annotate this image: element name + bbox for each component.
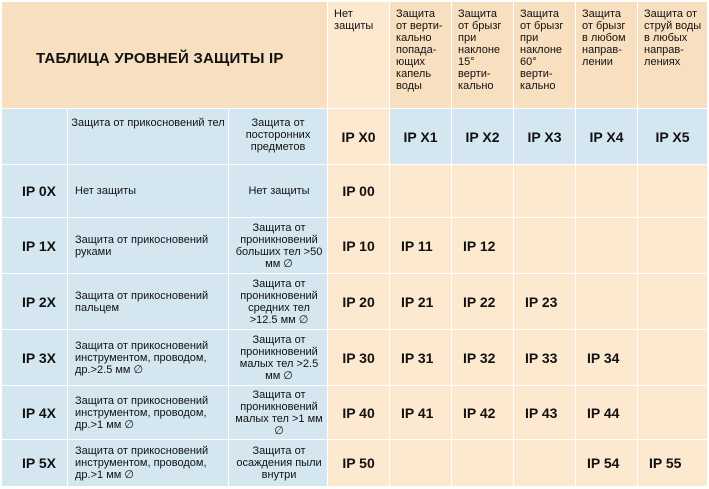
table-title: ТАБЛИЦА УРОВНЕЙ ЗАЩИТЫ IP	[2, 2, 328, 109]
ip-cell	[514, 440, 576, 487]
ip-cell	[576, 218, 638, 274]
row-code: IP 5X	[2, 440, 68, 487]
ip-cell: IP 43	[514, 386, 576, 440]
ip-cell	[514, 218, 576, 274]
x-code-3: IP X3	[514, 109, 576, 165]
ip-cell: IP 34	[576, 330, 638, 386]
ip-cell	[390, 440, 452, 487]
objects-cell: Защита от осаждения пыли внутри	[229, 440, 328, 487]
ip-cell: IP 50	[328, 440, 390, 487]
x-code-4: IP X4	[576, 109, 638, 165]
objects-cell: Защита от проникновений малых тел >1 мм ∅	[229, 386, 328, 440]
ip-cell: IP 00	[328, 165, 390, 218]
ip-cell	[576, 165, 638, 218]
row-code: IP 1X	[2, 218, 68, 274]
x-code-1: IP X1	[390, 109, 452, 165]
ip-cell	[390, 165, 452, 218]
col-header-1: Защита от верти-кально попада-ющих капель воды	[390, 2, 452, 109]
x-code-0: IP X0	[328, 109, 390, 165]
corner-cell	[2, 109, 68, 165]
ip-cell: IP 40	[328, 386, 390, 440]
table-row	[2, 330, 708, 386]
col-header-5: Защита от струй воды в любых направ-лениях	[638, 2, 708, 109]
objects-cell: Нет защиты	[229, 165, 328, 218]
x-code-5: IP X5	[638, 109, 708, 165]
ip-table	[1, 1, 708, 487]
touch-cell: Защита от прикосновений инструментом, проводом, др.>2.5 мм ∅	[68, 330, 229, 386]
row-code: IP 3X	[2, 330, 68, 386]
ip-cell: IP 11	[390, 218, 452, 274]
ip-cell	[452, 165, 514, 218]
touch-cell: Защита от прикосновений инструментом, проводом, др.>1 мм ∅	[68, 440, 229, 487]
ip-cell: IP 32	[452, 330, 514, 386]
ip-cell	[638, 165, 708, 218]
table-row	[2, 440, 708, 487]
ip-cell: IP 20	[328, 274, 390, 330]
col-header-4: Защита от брызг в любом направ-лении	[576, 2, 638, 109]
objects-cell: Защита от проникновений малых тел >2.5 мм ∅	[229, 330, 328, 386]
row-code: IP 4X	[2, 386, 68, 440]
ip-cell: IP 33	[514, 330, 576, 386]
table-row	[2, 274, 708, 330]
row-code: IP 0X	[2, 165, 68, 218]
header-row	[2, 2, 708, 109]
touch-cell: Защита от прикосновений пальцем	[68, 274, 229, 330]
table-row	[2, 386, 708, 440]
ip-cell	[638, 274, 708, 330]
ip-cell: IP 44	[576, 386, 638, 440]
ip-cell	[638, 386, 708, 440]
touch-cell: Защита от прикосновений руками	[68, 218, 229, 274]
col-header-0: Нет защиты	[328, 2, 390, 109]
touch-protection-header: Защита от прикосновений тел	[68, 109, 229, 165]
table-row	[2, 165, 708, 218]
touch-cell: Защита от прикосновений инструментом, проводом, др.>1 мм ∅	[68, 386, 229, 440]
ip-cell: IP 21	[390, 274, 452, 330]
ip-cell	[514, 165, 576, 218]
touch-cell: Нет защиты	[68, 165, 229, 218]
ip-cell: IP 41	[390, 386, 452, 440]
row-code: IP 2X	[2, 274, 68, 330]
ip-cell: IP 10	[328, 218, 390, 274]
col-header-2: Защита от брызг при наклоне 15° верти-кально	[452, 2, 514, 109]
ip-cell	[638, 330, 708, 386]
ip-cell: IP 31	[390, 330, 452, 386]
subheader-row	[2, 109, 708, 165]
objects-cell: Защита от проникновений средних тел >12.5 мм ∅	[229, 274, 328, 330]
x-code-2: IP X2	[452, 109, 514, 165]
ip-cell: IP 42	[452, 386, 514, 440]
ip-cell: IP 55	[638, 440, 708, 487]
ip-cell: IP 12	[452, 218, 514, 274]
col-header-3: Защита от брызг при наклоне 60° верти-кально	[514, 2, 576, 109]
ip-cell: IP 54	[576, 440, 638, 487]
ip-cell: IP 30	[328, 330, 390, 386]
objects-protection-header: Защита от посторонних предметов	[229, 109, 328, 165]
ip-cell	[576, 274, 638, 330]
ip-cell	[638, 218, 708, 274]
ip-cell	[452, 440, 514, 487]
objects-cell: Защита от проникновений больших тел >50 мм ∅	[229, 218, 328, 274]
table-row	[2, 218, 708, 274]
ip-cell: IP 23	[514, 274, 576, 330]
ip-cell: IP 22	[452, 274, 514, 330]
